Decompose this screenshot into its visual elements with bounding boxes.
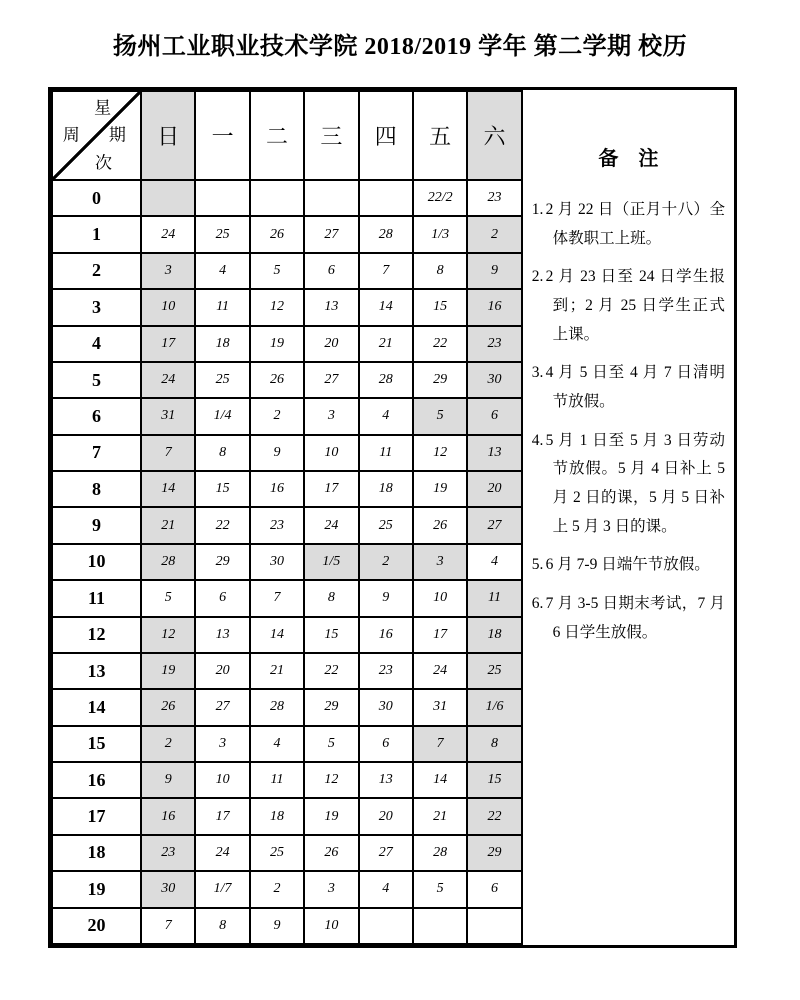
date-cell: 13	[304, 289, 358, 325]
date-cell: 27	[359, 835, 413, 871]
date-cell: 25	[195, 216, 249, 252]
day-header-cell: 四	[359, 91, 413, 180]
date-cell: 5	[141, 580, 195, 616]
week-number-cell: 12	[52, 617, 141, 653]
date-cell: 3	[304, 398, 358, 434]
date-cell: 23	[359, 653, 413, 689]
week-number-cell: 7	[52, 435, 141, 471]
calendar-table	[51, 90, 523, 945]
date-cell: 16	[250, 471, 304, 507]
date-cell: 29	[304, 689, 358, 725]
date-cell: 20	[467, 471, 521, 507]
date-cell: 3	[304, 871, 358, 907]
date-cell: 17	[195, 798, 249, 834]
date-cell: 23	[467, 326, 521, 362]
date-cell: 28	[359, 216, 413, 252]
notes-panel	[523, 90, 734, 945]
week-row	[52, 798, 522, 834]
date-cell: 14	[250, 617, 304, 653]
date-cell: 10	[304, 908, 358, 945]
date-cell	[250, 180, 304, 216]
date-cell: 2	[359, 544, 413, 580]
note-number: 3.	[531, 364, 544, 382]
date-cell: 26	[250, 216, 304, 252]
date-cell: 4	[359, 871, 413, 907]
date-cell: 22	[413, 326, 467, 362]
date-cell: 19	[304, 798, 358, 834]
header-row	[52, 91, 522, 180]
date-cell: 16	[359, 617, 413, 653]
date-cell: 10	[413, 580, 467, 616]
week-row	[52, 289, 522, 325]
date-cell: 18	[467, 617, 521, 653]
week-row	[52, 871, 522, 907]
date-cell: 23	[250, 507, 304, 543]
date-cell: 5	[413, 871, 467, 907]
date-cell: 11	[195, 289, 249, 325]
date-cell: 20	[195, 653, 249, 689]
date-cell: 8	[195, 908, 249, 945]
week-row	[52, 180, 522, 216]
date-cell: 14	[141, 471, 195, 507]
note-text: 5 月 1 日至 5 月 3 日劳动节放假。5 月 4 日补上 5 月 2 日的课，5 月 5 日补上 5 月 3 日的课。	[545, 431, 725, 535]
date-cell: 6	[467, 398, 521, 434]
week-number-cell: 19	[52, 871, 141, 907]
date-cell: 16	[467, 289, 521, 325]
week-number-cell: 10	[52, 544, 141, 580]
date-cell: 24	[195, 835, 249, 871]
date-cell: 21	[141, 507, 195, 543]
date-cell: 5	[304, 726, 358, 762]
date-cell: 12	[250, 289, 304, 325]
date-cell: 7	[141, 435, 195, 471]
date-cell: 27	[304, 362, 358, 398]
date-cell: 4	[359, 398, 413, 434]
date-cell: 1/5	[304, 544, 358, 580]
corner-week-char-1: 周	[62, 125, 80, 145]
week-number-cell: 11	[52, 580, 141, 616]
note-number: 5.	[531, 556, 544, 574]
date-cell	[359, 908, 413, 945]
date-cell: 12	[304, 762, 358, 798]
date-cell: 9	[141, 762, 195, 798]
date-cell: 4	[250, 726, 304, 762]
date-cell: 13	[467, 435, 521, 471]
note-number: 2.	[531, 268, 544, 286]
week-number-cell: 4	[52, 326, 141, 362]
date-cell: 5	[413, 398, 467, 434]
date-cell: 14	[413, 762, 467, 798]
page-title: 扬州工业职业技术学院 2018/2019 学年 第二学期 校历	[112, 34, 688, 60]
note-item	[532, 427, 725, 542]
week-row	[52, 580, 522, 616]
day-header-cell: 二	[250, 91, 304, 180]
date-cell: 19	[250, 326, 304, 362]
note-item	[532, 551, 725, 580]
date-cell: 24	[304, 507, 358, 543]
day-header-cell: 三	[304, 91, 358, 180]
date-cell: 31	[413, 689, 467, 725]
date-cell: 4	[467, 544, 521, 580]
note-item	[532, 590, 725, 647]
week-number-cell: 20	[52, 908, 141, 945]
date-cell: 27	[195, 689, 249, 725]
date-cell	[467, 908, 521, 945]
date-cell: 11	[359, 435, 413, 471]
date-cell: 22	[467, 798, 521, 834]
week-row	[52, 253, 522, 289]
week-number-cell: 18	[52, 835, 141, 871]
date-cell: 3	[141, 253, 195, 289]
date-cell: 28	[141, 544, 195, 580]
date-cell: 30	[250, 544, 304, 580]
week-row	[52, 908, 522, 945]
note-item	[532, 359, 725, 416]
date-cell: 11	[467, 580, 521, 616]
date-cell: 3	[195, 726, 249, 762]
week-row	[52, 326, 522, 362]
week-row	[52, 689, 522, 725]
date-cell: 18	[250, 798, 304, 834]
date-cell: 15	[304, 617, 358, 653]
date-cell: 22/2	[413, 180, 467, 216]
date-cell: 10	[195, 762, 249, 798]
date-cell: 30	[141, 871, 195, 907]
date-cell: 10	[304, 435, 358, 471]
day-header-cell: 六	[467, 91, 521, 180]
date-cell: 7	[413, 726, 467, 762]
date-cell	[413, 908, 467, 945]
week-number-cell: 5	[52, 362, 141, 398]
date-cell: 1/6	[467, 689, 521, 725]
week-row	[52, 835, 522, 871]
date-cell: 31	[141, 398, 195, 434]
date-cell: 4	[195, 253, 249, 289]
date-cell: 19	[413, 471, 467, 507]
date-cell: 1/4	[195, 398, 249, 434]
date-cell: 15	[413, 289, 467, 325]
date-cell: 29	[195, 544, 249, 580]
date-cell	[304, 180, 358, 216]
date-cell: 25	[467, 653, 521, 689]
date-cell: 26	[304, 835, 358, 871]
date-cell: 6	[467, 871, 521, 907]
date-cell: 29	[413, 362, 467, 398]
date-cell: 24	[413, 653, 467, 689]
week-row	[52, 544, 522, 580]
date-cell: 25	[195, 362, 249, 398]
date-cell: 8	[413, 253, 467, 289]
date-cell: 6	[195, 580, 249, 616]
date-cell: 8	[467, 726, 521, 762]
week-row	[52, 435, 522, 471]
date-cell: 18	[195, 326, 249, 362]
week-number-cell: 8	[52, 471, 141, 507]
week-number-cell: 16	[52, 762, 141, 798]
date-cell: 9	[250, 908, 304, 945]
date-cell: 21	[359, 326, 413, 362]
day-header-cell: 日	[141, 91, 195, 180]
date-cell: 11	[250, 762, 304, 798]
date-cell: 2	[467, 216, 521, 252]
day-header-cell: 一	[195, 91, 249, 180]
week-row	[52, 617, 522, 653]
calendar-grid-body	[52, 91, 522, 944]
corner-cell	[52, 91, 141, 180]
week-row	[52, 362, 522, 398]
date-cell: 8	[195, 435, 249, 471]
date-cell: 19	[141, 653, 195, 689]
date-cell: 2	[250, 871, 304, 907]
date-cell: 2	[250, 398, 304, 434]
corner-week-char-2: 次	[94, 153, 112, 173]
date-cell: 7	[359, 253, 413, 289]
day-header-cell: 五	[413, 91, 467, 180]
date-cell: 9	[359, 580, 413, 616]
date-cell: 6	[304, 253, 358, 289]
date-cell: 26	[141, 689, 195, 725]
date-cell: 22	[304, 653, 358, 689]
date-cell: 9	[467, 253, 521, 289]
date-cell: 6	[359, 726, 413, 762]
notes-title: 备 注	[598, 148, 659, 170]
date-cell: 2	[141, 726, 195, 762]
week-row	[52, 507, 522, 543]
week-row	[52, 216, 522, 252]
date-cell: 20	[304, 326, 358, 362]
corner-day-char-1: 星	[94, 98, 112, 118]
date-cell	[359, 180, 413, 216]
week-row	[52, 398, 522, 434]
date-cell: 12	[141, 617, 195, 653]
date-cell: 25	[359, 507, 413, 543]
corner-day-char-2: 期	[108, 125, 126, 145]
week-number-cell: 14	[52, 689, 141, 725]
date-cell: 27	[467, 507, 521, 543]
week-row	[52, 471, 522, 507]
date-cell: 22	[195, 507, 249, 543]
date-cell: 24	[141, 216, 195, 252]
date-cell: 9	[250, 435, 304, 471]
date-cell: 27	[304, 216, 358, 252]
note-number: 4.	[531, 431, 544, 449]
note-item	[532, 263, 725, 349]
note-text: 4 月 5 日至 4 月 7 日清明节放假。	[545, 364, 725, 411]
date-cell: 1/3	[413, 216, 467, 252]
date-cell: 7	[250, 580, 304, 616]
calendar-sheet	[48, 87, 737, 948]
note-item	[532, 196, 725, 253]
date-cell: 23	[141, 835, 195, 871]
note-text: 2 月 22 日（正月十八）全体教职工上班。	[545, 201, 725, 247]
date-cell: 28	[250, 689, 304, 725]
week-number-cell: 13	[52, 653, 141, 689]
date-cell: 13	[359, 762, 413, 798]
note-text: 6 月 7-9 日端午节放假。	[545, 556, 710, 574]
date-cell: 28	[359, 362, 413, 398]
date-cell: 15	[195, 471, 249, 507]
date-cell: 13	[195, 617, 249, 653]
week-number-cell: 1	[52, 216, 141, 252]
date-cell: 20	[359, 798, 413, 834]
notes-list	[532, 196, 725, 647]
note-text: 7 月 3-5 日期末考试，7 月 6 日学生放假。	[545, 595, 725, 641]
date-cell: 10	[141, 289, 195, 325]
date-cell: 26	[413, 507, 467, 543]
date-cell: 14	[359, 289, 413, 325]
date-cell: 8	[304, 580, 358, 616]
week-number-cell: 15	[52, 726, 141, 762]
date-cell: 28	[413, 835, 467, 871]
week-row	[52, 726, 522, 762]
date-cell: 23	[467, 180, 521, 216]
week-number-cell: 3	[52, 289, 141, 325]
date-cell: 29	[467, 835, 521, 871]
date-cell: 21	[250, 653, 304, 689]
date-cell: 3	[413, 544, 467, 580]
week-row	[52, 653, 522, 689]
date-cell: 5	[250, 253, 304, 289]
date-cell: 21	[413, 798, 467, 834]
date-cell: 30	[359, 689, 413, 725]
week-number-cell: 9	[52, 507, 141, 543]
date-cell: 17	[141, 326, 195, 362]
date-cell: 12	[413, 435, 467, 471]
date-cell: 15	[467, 762, 521, 798]
date-cell: 17	[413, 617, 467, 653]
date-cell: 25	[250, 835, 304, 871]
date-cell: 16	[141, 798, 195, 834]
date-cell: 17	[304, 471, 358, 507]
date-cell: 30	[467, 362, 521, 398]
week-number-cell: 2	[52, 253, 141, 289]
week-row	[52, 762, 522, 798]
week-number-cell: 17	[52, 798, 141, 834]
note-number: 1.	[531, 201, 544, 218]
date-cell	[141, 180, 195, 216]
date-cell	[195, 180, 249, 216]
date-cell: 7	[141, 908, 195, 945]
date-cell: 1/7	[195, 871, 249, 907]
note-text: 2 月 23 日至 24 日学生报到；2 月 25 日学生正式上课。	[545, 268, 725, 343]
week-number-cell: 6	[52, 398, 141, 434]
date-cell: 26	[250, 362, 304, 398]
note-number: 6.	[531, 595, 544, 613]
date-cell: 24	[141, 362, 195, 398]
date-cell: 18	[359, 471, 413, 507]
week-number-cell: 0	[52, 180, 141, 216]
